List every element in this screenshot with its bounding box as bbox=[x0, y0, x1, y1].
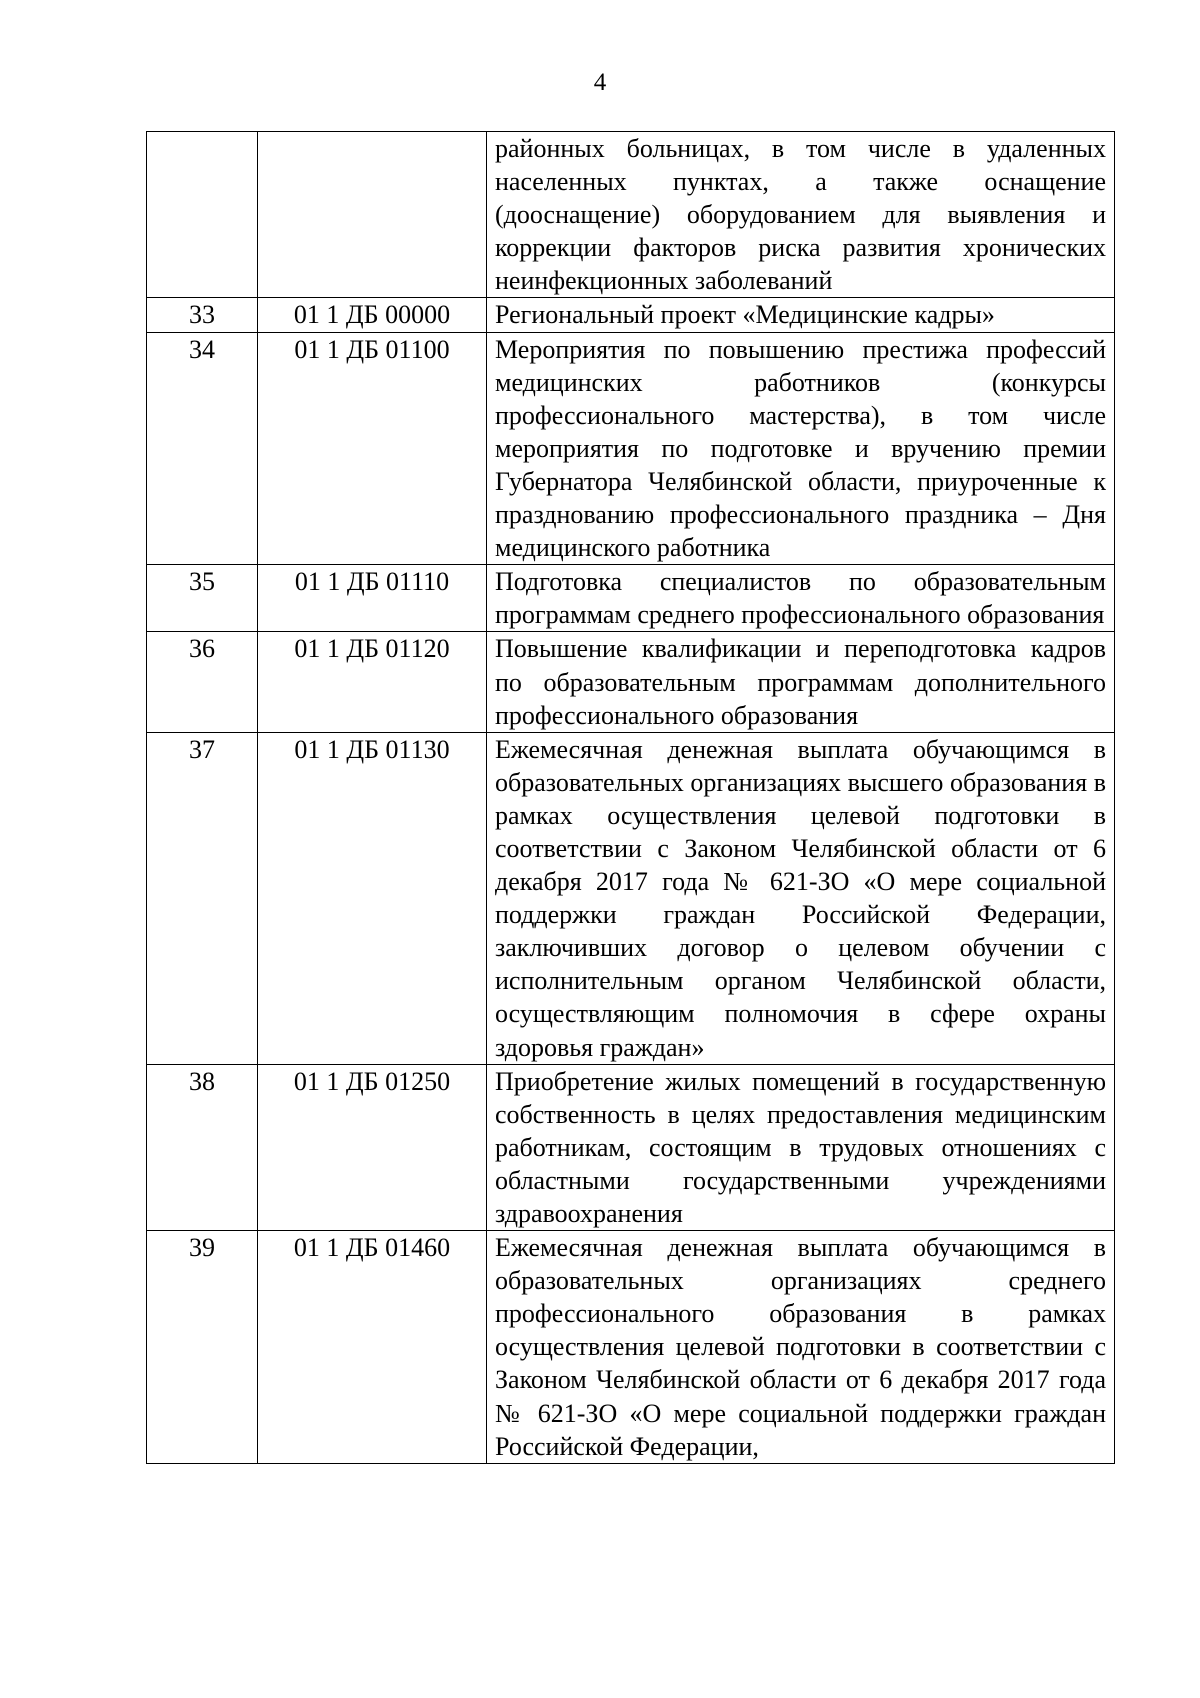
row-description: Ежемесячная денежная выплата обучающимся в образовательных организациях среднего профессионального образования в рамках осуществления целевой подготовки в соответствии с Законом Челябинской области от 6 декабря 2017 года № 621-ЗО «О мере социальной поддержки граждан Российской Федерации, bbox=[487, 1231, 1115, 1464]
budget-code bbox=[258, 132, 487, 298]
row-number: 34 bbox=[147, 332, 258, 565]
row-description: Ежемесячная денежная выплата обучающимся в образовательных организациях высшего образования в рамках осуществления целевой подготовки в соответствии с Законом Челябинской области от 6 декабря 2017 года № 621-ЗО «О мере социальной поддержки граждан Российской Федерации, заключивших договор о целевом обучении с исполнительным органом Челябинской области, осуществляющим полномочия в сфере охраны здоровья граждан» bbox=[487, 732, 1115, 1064]
row-description: Повышение квалификации и переподготовка кадров по образовательным программам дополнительного профессионального образования bbox=[487, 632, 1115, 732]
budget-code: 01 1 ДБ 01460 bbox=[258, 1231, 487, 1464]
budget-code-table bbox=[146, 131, 1115, 1464]
row-description: Приобретение жилых помещений в государственную собственность в целях предоставления медицинским работникам, состоящим в трудовых отношениях с областными государственными учреждениями здравоохранения bbox=[487, 1064, 1115, 1230]
page-number: 4 bbox=[593, 69, 607, 96]
row-number: 33 bbox=[147, 298, 258, 332]
row-description: районных больницах, в том числе в удаленных населенных пунктах, а также оснащение (дооснащение) оборудованием для выявления и коррекции факторов риска развития хронических неинфекционных заболеваний bbox=[487, 132, 1115, 298]
table-row bbox=[147, 732, 1115, 1064]
table-row bbox=[147, 632, 1115, 732]
row-description: Подготовка специалистов по образовательным программам среднего профессионального образования bbox=[487, 565, 1115, 632]
row-number: 35 bbox=[147, 565, 258, 632]
budget-code: 01 1 ДБ 01250 bbox=[258, 1064, 487, 1230]
row-number: 37 bbox=[147, 732, 258, 1064]
row-number bbox=[147, 132, 258, 298]
row-number: 38 bbox=[147, 1064, 258, 1230]
budget-code: 01 1 ДБ 01120 bbox=[258, 632, 487, 732]
budget-code: 01 1 ДБ 01100 bbox=[258, 332, 487, 565]
row-description: Мероприятия по повышению престижа профессий медицинских работников (конкурсы профессионального мастерства), в том числе мероприятия по подготовке и вручению премии Губернатора Челябинской области, приуроченные к празднованию профессионального праздника – Дня медицинского работника bbox=[487, 332, 1115, 565]
table-row bbox=[147, 332, 1115, 565]
table-row bbox=[147, 298, 1115, 332]
row-description: Региональный проект «Медицинские кадры» bbox=[487, 298, 1115, 332]
budget-code: 01 1 ДБ 00000 bbox=[258, 298, 487, 332]
table-row bbox=[147, 1064, 1115, 1230]
table-row bbox=[147, 132, 1115, 298]
row-number: 36 bbox=[147, 632, 258, 732]
table-row bbox=[147, 565, 1115, 632]
budget-code: 01 1 ДБ 01110 bbox=[258, 565, 487, 632]
table-row bbox=[147, 1231, 1115, 1464]
budget-code: 01 1 ДБ 01130 bbox=[258, 732, 487, 1064]
row-number: 39 bbox=[147, 1231, 258, 1464]
